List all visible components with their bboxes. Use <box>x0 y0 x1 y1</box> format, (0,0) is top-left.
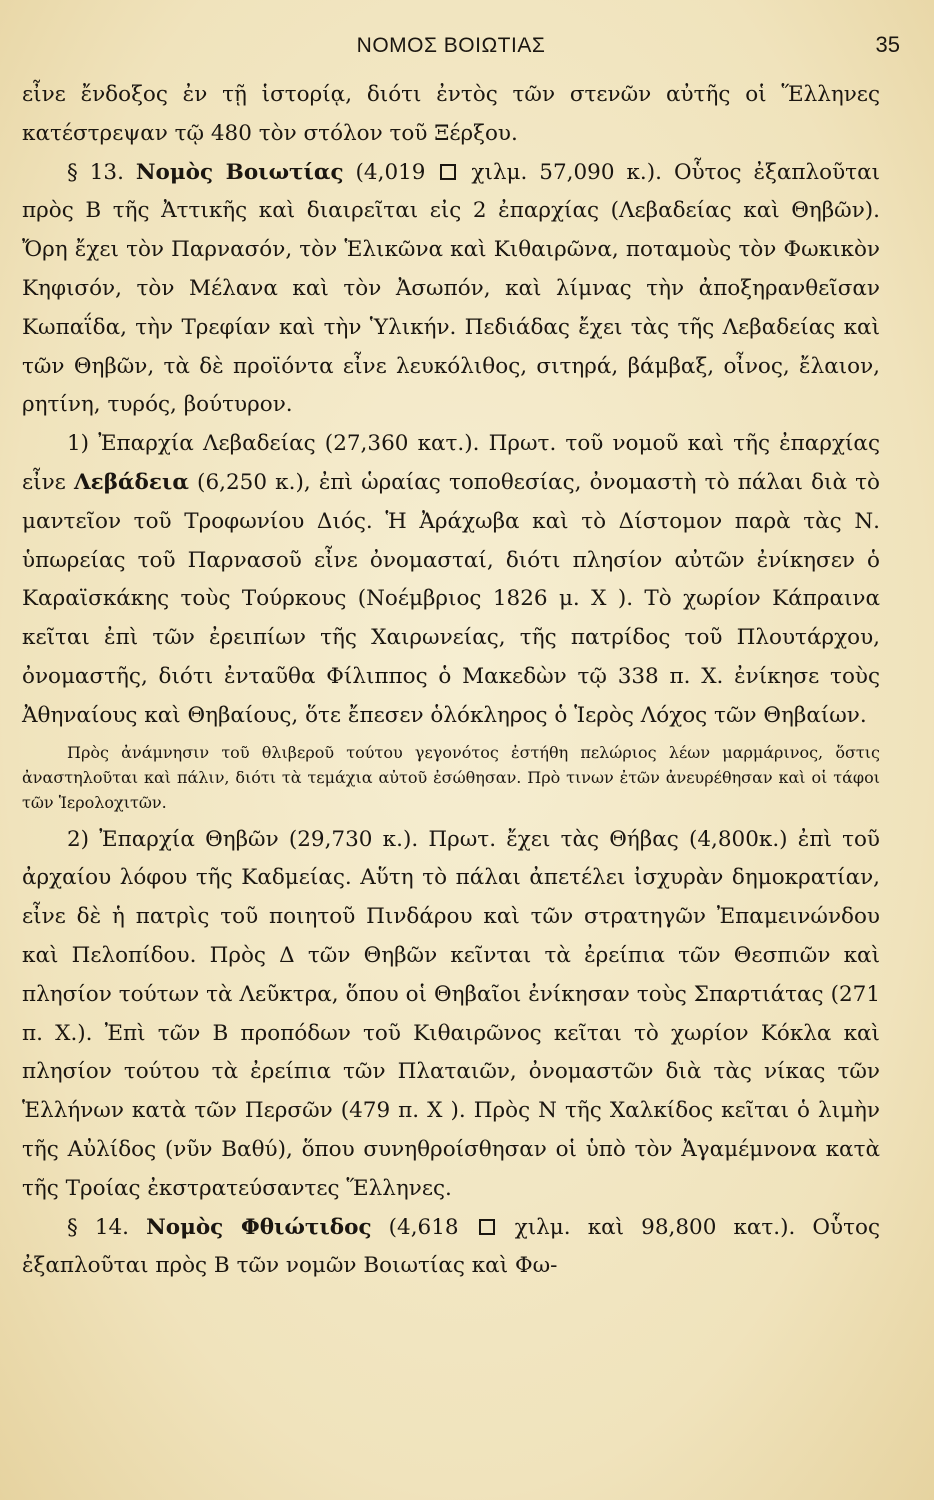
square-symbol-icon <box>479 1219 495 1235</box>
paragraph-continuation <box>22 76 880 154</box>
paragraph-section-14 <box>22 1209 880 1287</box>
footnote-lion <box>22 740 880 815</box>
section-number: § 13. <box>67 159 136 185</box>
page-number: 35 <box>875 32 900 57</box>
paragraph-section-13 <box>22 154 880 426</box>
paragraph-lead: 1) Ἐπαρχία Λεβαδείας (27,360 κατ.). Πρωτ. τοῦ νομοῦ καὶ τῆς ἐπαρχίας εἶνε <box>22 431 880 495</box>
body-text <box>22 76 880 1286</box>
section-number: § 14. <box>67 1214 147 1240</box>
note-text: Πρὸς ἀνάμνησιν τοῦ θλιβεροῦ τούτου γεγονότος ἐστήθη πελώριος λέων μαρμάρινος, ὅστις ἀναστηλοῦται καὶ πάλιν, διότι τὰ τεμάχια αὐτοῦ ἐσώθησαν. Πρὸ τινων ἐτῶν ἀνευρέθησαν καὶ οἱ τάφοι τῶν Ἱερολοχιτῶν. <box>22 742 880 812</box>
paragraph-text: (6,250 κ.), ἐπὶ ὡραίας τοποθεσίας, ὀνομαστὴ τὸ πάλαι διὰ τὸ μαντεῖον τοῦ Τροφωνίου Διός. Ἡ Ἀράχωβα καὶ τὸ Δίστομον παρὰ τὰς Ν. ὑπωρείας τοῦ Παρνασοῦ εἶνε ὀνομασταί, διότι πλησίον αὐτῶν ἐνίκησεν ὁ Καραϊσκάκης τοὺς Τούρκους (Νοέμβριος 1826 μ. Χ ). Τὸ χωρίον Κάπραινα κεῖται ἐπὶ τῶν ἐρειπίων τῆς Χαιρωνείας, τῆς πατρίδος τοῦ Πλουτάρχου, ὀνομαστῆς, διότι ἐνταῦθα Φίλιππος ὁ Μακεδὼν τῷ 338 π. Χ. ἐνίκησε τοὺς Ἀθηναίους καὶ Θηβαίους, ὅτε ἔπεσεν ὁλόκληρος ὁ Ἱερὸς Λόχος τῶν Θηβαίων. <box>22 469 880 728</box>
area-value: (4,019 <box>343 159 438 185</box>
section-heading: Νομὸς Βοιωτίας <box>135 159 344 185</box>
paragraph-eparchy-thebes <box>22 821 880 1209</box>
area-value: (4,618 <box>371 1214 476 1240</box>
paragraph-eparchy-levadeia <box>22 425 880 735</box>
paragraph-text: χιλμ. 57,090 κ.). Οὗτος ἐξαπλοῦται πρὸς Β τῆς Ἀττικῆς καὶ διαιρεῖται εἰς 2 ἐπαρχίας (Λεβαδείας καὶ Θηβῶν). Ὄρη ἔχει τὸν Παρνασόν, τὸν Ἑλικῶνα καὶ Κιθαιρῶνα, ποταμοὺς τὸν Φωκικὸν Κηφισόν, τὸν Μέλανα καὶ τὸν Ἀσωπόν, καὶ λίμνας τὴν ἀποξηρανθεῖσαν Κωπαΐδα, τὴν Τρεφίαν καὶ τὴν Ὑλικήν. Πεδιάδας ἔχει τὰς τῆς Λεβαδείας καὶ τῶν Θηβῶν, τὰ δὲ προϊόντα εἶνε λευκόλιθος, σιτηρά, βάμβαξ, οἶνος, ἔλαιον, ρητίνη, τυρός, βούτυρον. <box>22 159 881 418</box>
town-name-bold: Λεβάδεια <box>73 469 189 495</box>
section-heading: Νομὸς Φθιώτιδος <box>146 1214 372 1240</box>
square-symbol-icon <box>440 164 456 180</box>
running-title: ΝΟΜΟΣ ΒΟΙΩΤΙΑΣ <box>356 34 546 57</box>
paragraph-text: χιλμ. καὶ 98,800 κατ.). Οὗτος ἐξαπλοῦται πρὸς Β τῶν νομῶν Βοιωτίας καὶ Φω- <box>22 1214 880 1279</box>
running-head <box>22 30 900 76</box>
paragraph-text: 2) Ἐπαρχία Θηβῶν (29,730 κ.). Πρωτ. ἔχει τὰς Θήβας (4,800κ.) ἐπὶ τοῦ ἀρχαίου λόφου τῆς Καδμείας. Αὕτη τὸ πάλαι ἀπετέλει ἰσχυρὰν δημοκρατίαν, εἶνε δὲ ἡ πατρὶς τοῦ ποιητοῦ Πινδάρου καὶ τῶν στρατηγῶν Ἐπαμεινώνδου καὶ Πελοπίδου. Πρὸς Δ τῶν Θηβῶν κεῖνται τὰ ἐρείπια τῶν Θεσπιῶν καὶ πλησίον τούτων τὰ Λεῦκτρα, ὅπου οἱ Θηβαῖοι ἐνίκησαν τοὺς Σπαρτιάτας (271 π. Χ.). Ἐπὶ τῶν Β προπόδων τοῦ Κιθαιρῶνος κεῖται τὸ χωρίον Κόκλα καὶ πλησίον τούτου τὰ ἐρείπια τῶν Πλαταιῶν, ὀνομαστῶν διὰ τὰς νίκας τῶν Ἑλλήνων κατὰ τῶν Περσῶν (479 π. Χ ). Πρὸς Ν τῆς Χαλκίδος κεῖται ὁ λιμὴν τῆς Αὐλίδος (νῦν Βαθύ), ὅπου συνηθροίσθησαν οἱ ὑπὸ τὸν Ἀγαμέμνονα κατὰ τῆς Τροίας ἐκστρατεύσαντες Ἕλληνες. <box>22 826 880 1201</box>
paragraph-text: εἶνε ἔνδοξος ἐν τῇ ἱστορίᾳ, διότι ἐντὸς τῶν στενῶν αὐτῆς οἱ Ἕλληνες κατέστρεψαν τῷ 480 τὸν στόλον τοῦ Ξέρξου. <box>22 82 880 146</box>
